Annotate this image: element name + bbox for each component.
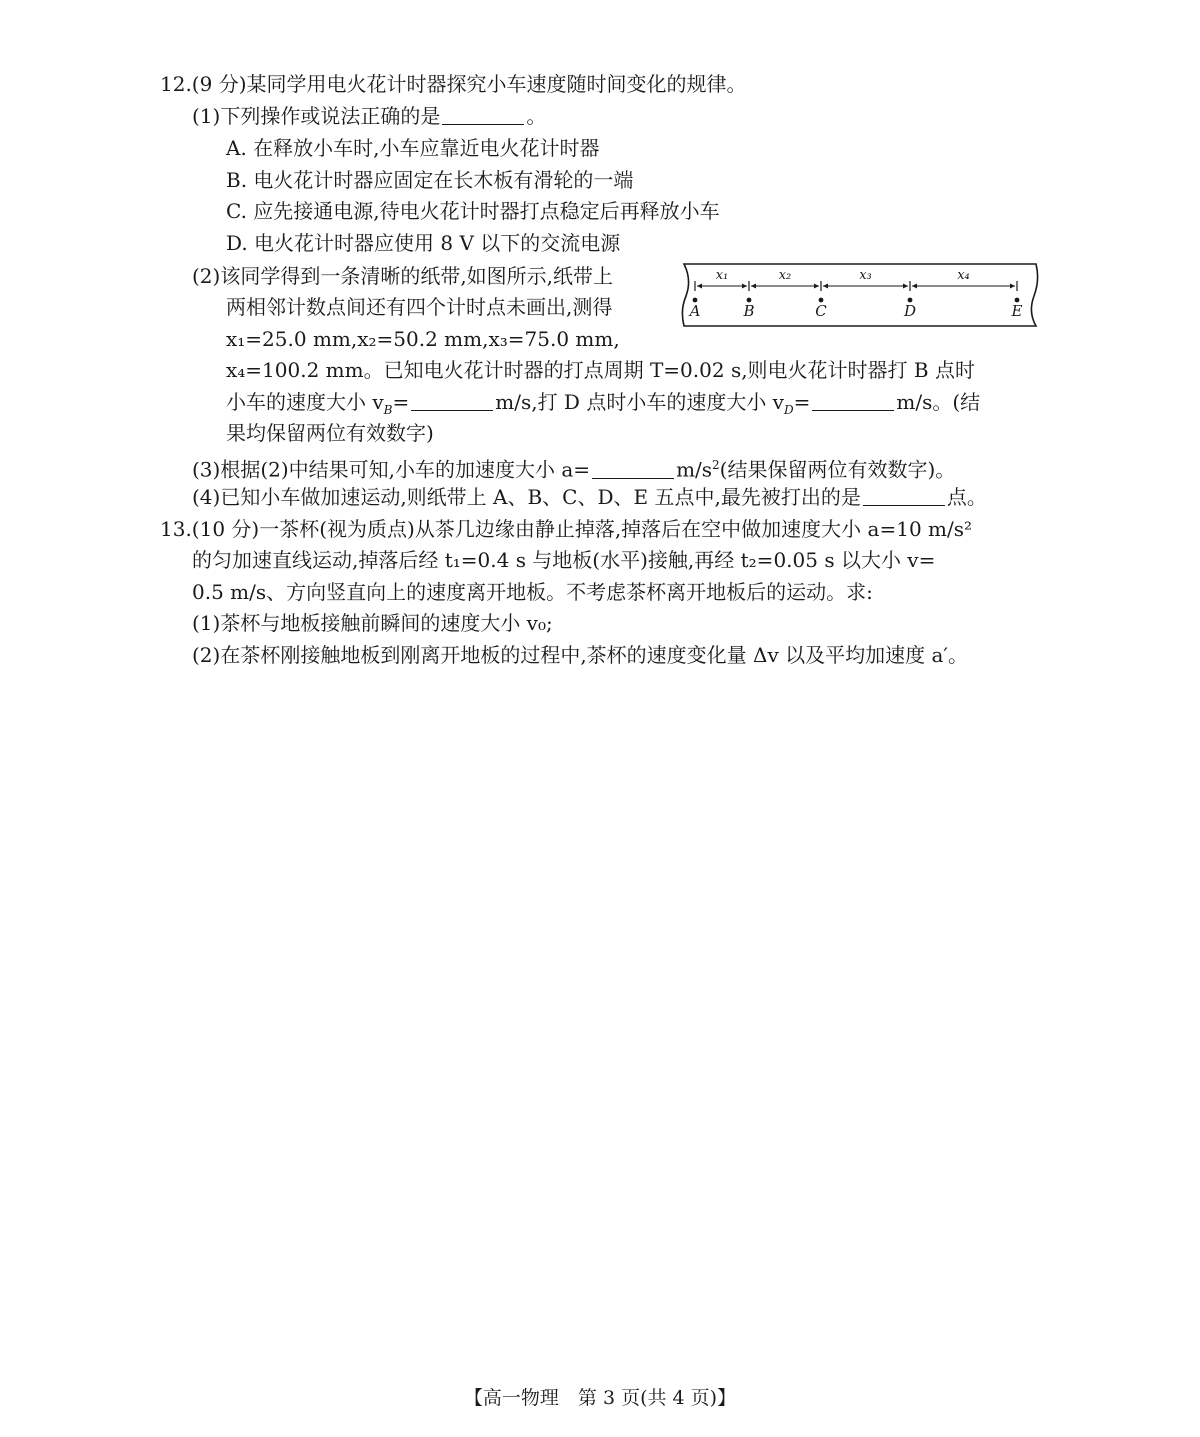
q12-part2-line4: x₄=100.2 mm。已知电火花计时器的打点周期 T=0.02 s,则电火花计时器打 B 点时 <box>226 358 975 382</box>
q12-part4-a: (4)已知小车做加速运动,则纸带上 A、B、C、D、E 五点中,最先被打出的是 <box>192 485 861 509</box>
q12-part2-line2: 两相邻计数点间还有四个计时点未画出,测得 <box>226 295 613 319</box>
tape-segment-label: x₂ <box>778 268 792 283</box>
tape-point-label: D <box>903 302 917 320</box>
q12-heading: 12.(9 分)某同学用电火花计时器探究小车速度随时间变化的规律。 <box>160 72 747 96</box>
q12-part1-text: (1)下列操作或说法正确的是 <box>192 104 441 128</box>
arrow-right-icon <box>814 284 819 289</box>
q12-part2-line5-a: 小车的速度大小 v <box>226 390 384 414</box>
q12-part1-end: 。 <box>526 104 547 128</box>
superscript-2: 2 <box>712 458 720 472</box>
tape-segment-label: x₁ <box>715 268 729 283</box>
q13-part1: (1)茶杯与地板接触前瞬间的速度大小 v₀; <box>192 611 553 635</box>
q12-option-a: A. 在释放小车时,小车应靠近电火花计时器 <box>226 136 600 160</box>
arrow-left-icon <box>751 284 756 289</box>
arrow-right-icon <box>903 284 908 289</box>
q13-line2: 的匀加速直线运动,掉落后经 t₁=0.4 s 与地板(水平)接触,再经 t₂=0.05 s 以大小 v= <box>192 548 936 572</box>
tape-segment-label: x₄ <box>957 268 970 283</box>
q12-part1 <box>192 102 546 130</box>
q12-part2-line6: 果均保留两位有效数字) <box>226 421 434 445</box>
q12-part2-line5: 小车的速度大小 $v_B= m/s$,打 D 点时小车的速度大小 $v_D= m/s$。(结 <box>226 390 981 417</box>
arrow-right-icon <box>742 284 747 289</box>
subscript-b: B <box>383 403 393 417</box>
q12-part4 <box>192 483 987 511</box>
q12-part2-line1: (2)该同学得到一条清晰的纸带,如图所示,纸带上 <box>192 264 614 288</box>
page-footer: 【高一物理 第 3 页(共 4 页)】 <box>463 1387 737 1409</box>
q12-part3 <box>192 451 955 484</box>
q13-part2: (2)在茶杯刚接触地板到刚离开地板的过程中,茶杯的速度变化量 Δv 以及平均加速度 a′。 <box>192 643 968 667</box>
q12-option-d: D. 电火花计时器应使用 8 V 以下的交流电源 <box>226 231 621 255</box>
tape-point-label: C <box>815 302 827 320</box>
q12-part2-line5-c: m/s。(结 <box>896 390 981 414</box>
q12-part2-line3: x₁=25.0 mm,x₂=50.2 mm,x₃=75.0 mm, <box>226 327 620 351</box>
q12-part3-c: (结果保留两位有效数字)。 <box>719 457 956 482</box>
q12-part4-b: 点。 <box>946 485 987 509</box>
arrow-left-icon <box>697 284 702 289</box>
arrow-right-icon <box>1010 284 1015 289</box>
answer-blank-first-point <box>863 487 945 506</box>
tape-point-label: E <box>1011 302 1023 320</box>
answer-blank-1 <box>442 106 524 125</box>
tape-point-label: B <box>743 302 755 320</box>
q13-line3: 0.5 m/s、方向竖直向上的速度离开地板。不考虑茶杯离开地板后的运动。求: <box>192 580 873 604</box>
q12-part2-line5-b: m/s,打 D 点时小车的速度大小 v <box>495 390 784 414</box>
tape-segment-label: x₃ <box>859 268 872 283</box>
answer-blank-a <box>592 460 674 479</box>
q12-part3-b: m/s <box>676 457 713 482</box>
q12-part3-a: (3)根据(2)中结果可知,小车的加速度大小 a= <box>192 457 591 482</box>
answer-blank-vd <box>812 392 894 411</box>
q13-line1: 13.(10 分)一茶杯(视为质点)从茶几边缘由静止掉落,掉落后在空中做加速度大小 a=10 m/s² <box>160 517 973 541</box>
tape-point-label: A <box>689 302 701 320</box>
arrow-left-icon <box>912 284 917 289</box>
arrow-left-icon <box>823 284 828 289</box>
q12-option-b: B. 电火花计时器应固定在长木板有滑轮的一端 <box>226 168 634 192</box>
subscript-d: D <box>783 403 794 417</box>
q12-option-c: C. 应先接通电源,待电火花计时器打点稳定后再释放小车 <box>226 199 720 223</box>
paper-tape-figure <box>678 262 1042 330</box>
answer-blank-vb <box>411 392 493 411</box>
